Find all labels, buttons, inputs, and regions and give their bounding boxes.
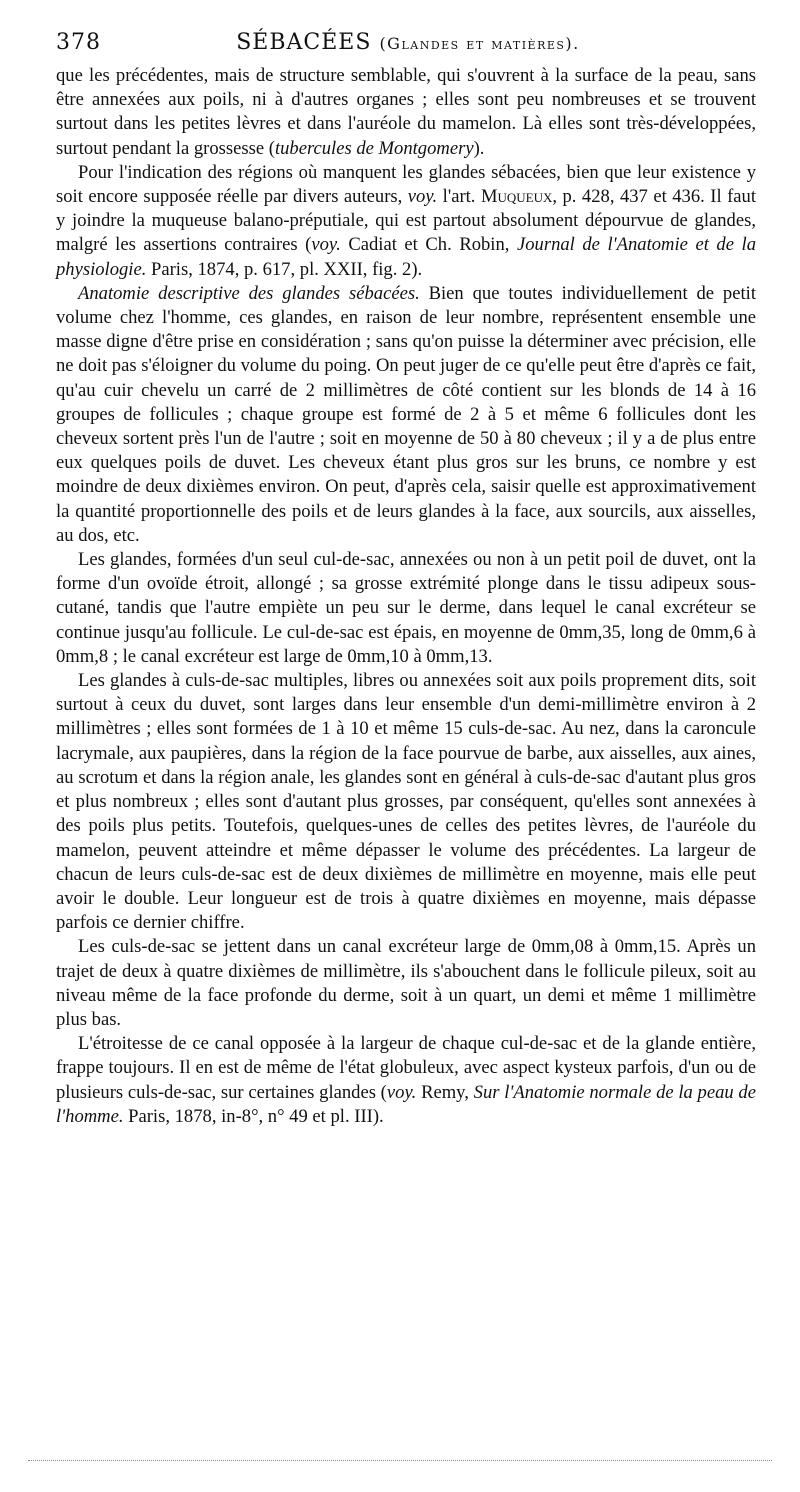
text-segment: voy. <box>311 234 341 256</box>
text-segment: tubercules de Montgomery <box>274 137 474 159</box>
running-title-paren: (Glandes et matières). <box>379 34 580 53</box>
paragraph-2 <box>56 161 756 282</box>
body-text <box>56 64 756 1129</box>
paragraph-5 <box>56 669 756 935</box>
paragraph-6 <box>56 935 756 1032</box>
page-number: 378 <box>56 30 101 55</box>
text-segment: ). <box>473 137 485 159</box>
paragraph-4 <box>56 548 756 669</box>
text-segment: que les précédentes, mais de structure semblable, qui s'ouvrent à la surface de la peau, sans être annexées aux poils, ni à d'autres organes ; elles sont peu nombreuses et se trouvent surtout dans les petites lèvres et dans l'auréole du mamelon. Là elles sont très-développées, surtout pendant la grossesse ( <box>56 65 756 159</box>
text-segment: voy. <box>386 1081 417 1103</box>
paragraph-1 <box>56 64 756 161</box>
text-segment: Cadiat et Ch. Robin, <box>340 234 517 256</box>
text-segment: Les culs-de-sac se jettent dans un canal excréteur large de 0mm,08 à 0mm,15. Après un trajet de deux à quatre dixièmes de millimètre, ils s'abouchent dans le follicule pileux, soit au niveau même de la face profonde du derme, soit à un quart, un demi et même 1 millimètre plus bas. <box>56 936 756 1030</box>
text-segment: Remy, <box>416 1081 474 1103</box>
paragraph-7 <box>56 1032 756 1129</box>
text-segment: Journal de l'Anatomie et de la physiologie. <box>56 234 757 280</box>
text-segment: , p. 428, 437 et 436. Il faut y joindre la muqueuse balano-préputiale, qui est partout absolument dépourvue de glandes, malgré les assertions contraires ( <box>56 186 756 256</box>
text-segment: L'étroitesse de ce canal opposée à la largeur de chaque cul-de-sac et de la glande entière, frappe toujours. Il en est de même de l'état globuleux, avec aspect kysteux parfois, d'un ou de plusieurs culs-de-sac, sur certaines glandes ( <box>56 1033 756 1103</box>
footer-dotted-rule <box>28 1460 772 1461</box>
text-segment: Paris, 1874, p. 617, pl. XXII, fig. 2). <box>146 258 423 280</box>
running-title <box>56 30 760 55</box>
page-header <box>56 30 760 64</box>
text-segment: Anatomie descriptive des glandes sébacées. <box>78 282 420 304</box>
text-segment: voy. <box>407 186 438 208</box>
text-segment: Les glandes, formées d'un seul cul-de-sac, annexées ou non à un petit poil de duvet, ont la forme d'un ovoïde étroit, allongé ; sa grosse extrémité plonge dans le tissu adipeux sous-cutané, tandis que l'autre empiète un peu sur le derme, dans lequel le canal excréteur se continue jusqu'au follicule. Le cul-de-sac est épais, en moyenne de 0mm,35, long de 0mm,6 à 0mm,8 ; le canal excréteur est large de 0mm,10 à 0mm,13. <box>56 549 756 667</box>
paragraph-3 <box>56 282 756 548</box>
text-segment: Sur l'Anatomie normale de la peau de l'homme. <box>56 1081 756 1127</box>
text-segment: Les glandes à culs-de-sac multiples, libres ou annexées soit aux poils proprement dits, soit surtout à ceux du duvet, sont larges dans leur ensemble d'un demi-millimètre environ à 2 millimètres ; elles sont formées de 1 à 10 et même 15 culs-de-sac. Au nez, dans la caroncule lacrymale, aux paupières, dans la région de la face pourvue de barbe, aux aisselles, aux aines, au scrotum et dans la région anale, les glandes sont en général à culs-de-sac d'autant plus gros et plus nombreux ; elles sont d'autant plus grosses, par conséquent, qu'elles sont annexées à des poils plus petits. Toutefois, quelques-unes de celles des petites lèvres, de l'auréole du mamelon, peuvent atteindre et même dépasser le volume des précédentes. La largeur de chacun de leurs culs-de-sac est de deux dixièmes de millimètre en moyenne, mais elle peut avoir le double. Leur longueur est de trois à quatre dixièmes en moyenne, mais dépasse parfois ce dernier chiffre. <box>56 670 756 934</box>
text-segment: l'art. <box>437 186 481 208</box>
text-segment: Pour l'indication des régions où manquent les glandes sébacées, bien que leur existence y soit encore supposée réelle par divers auteurs, <box>56 161 756 208</box>
running-title-main: SÉBACÉES <box>236 30 372 55</box>
text-segment: Muqueux <box>480 186 553 208</box>
text-segment: Paris, 1878, in-8°, n° 49 et pl. III). <box>123 1105 384 1127</box>
text-segment: Bien que toutes individuellement de petit volume chez l'homme, ces glandes, en raison de leur nombre, représentent ensemble une masse digne d'être prise en considération ; sans qu'on puisse la déterminer avec précision, elle ne doit pas s'éloigner du volume du poing. On peut juger de ce qu'elle peut être d'après ce fait, qu'au cuir chevelu un carré de 2 millimètres de côté contient sur les blonds de 14 à 16 groupes de follicules ; chaque groupe est formé de 2 à 5 et même 6 follicules dont les cheveux sortent près l'un de l'autre ; soit en moyenne de 50 à 80 cheveux ; il y a de plus entre eux quelques poils de duvet. Les cheveux étant plus gros sur les bruns, ce nombre y est moindre de deux dixièmes environ. On peut, d'après cela, saisir quelle est approximativement la quantité proportionnelle des poils et de leurs glandes à la face, aux sourcils, aux aisselles, au dos, etc. <box>56 282 756 546</box>
